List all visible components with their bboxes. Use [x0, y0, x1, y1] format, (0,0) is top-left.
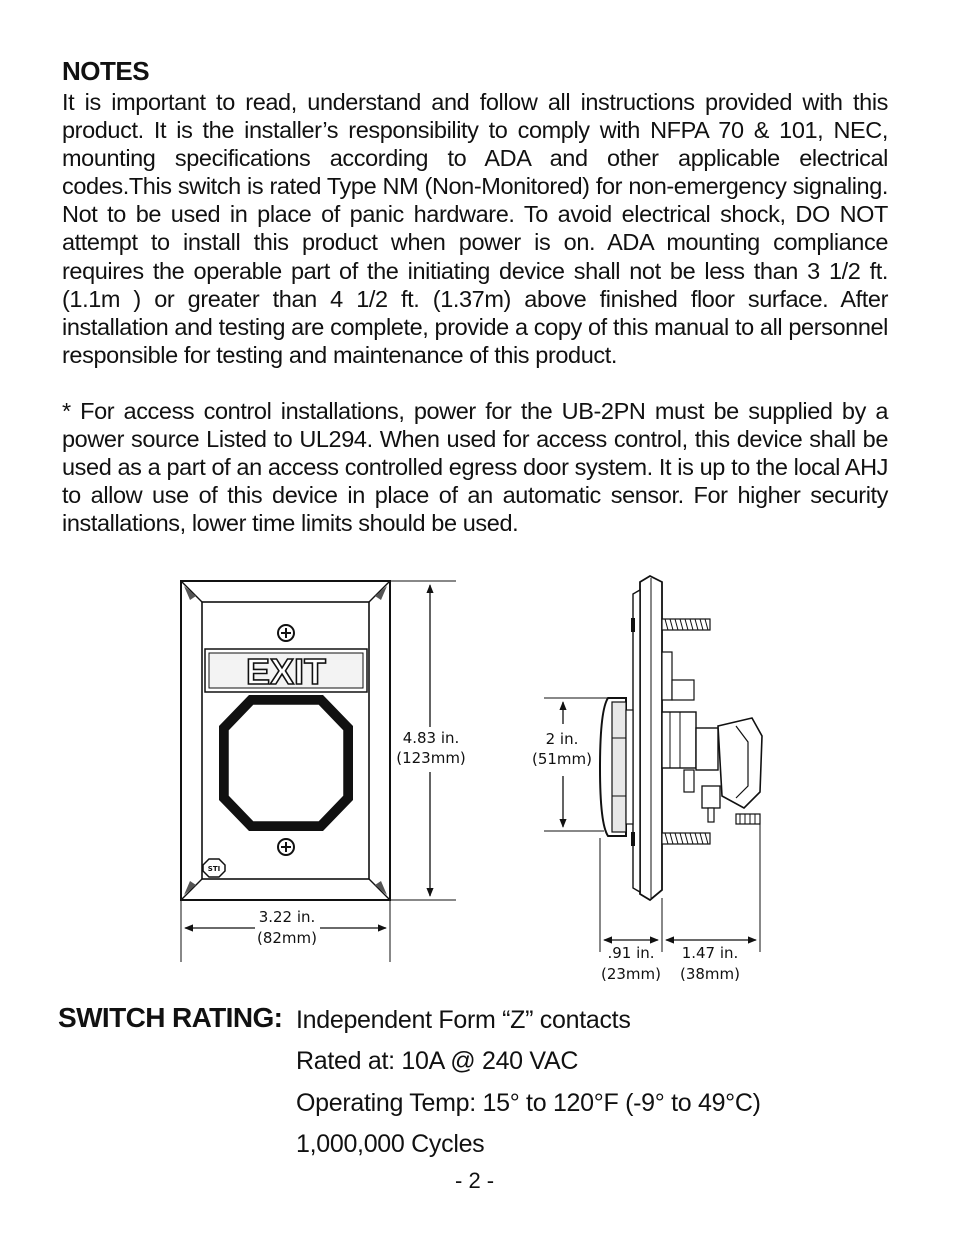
depth-back-inches: 1.47 in. [681, 944, 739, 962]
rating-operating-temp: Operating Temp: 15° to 120°F (-9° to 49°C) [296, 1089, 761, 1117]
height-inches: 4.83 in. [402, 729, 460, 747]
depth-front-inches: .91 in. [607, 944, 655, 962]
notes-heading: NOTES [62, 56, 150, 86]
page-number: - 2 - [455, 1168, 495, 1193]
rating-cycles: 1,000,000 Cycles [296, 1130, 485, 1158]
top-screw-icon [278, 625, 294, 641]
notes-paragraph-2: * For access control installations, power for the UB-2PN must be supplied by a power source Listed to UL294. When used for access control, this device shall be used as a part of an access controlled egress door system. It is up to the local AHJ to allow use of this device in place of an automatic sensor. For higher security installations, lower time limits should be used. [62, 398, 888, 537]
width-inches: 3.22 in. [258, 908, 316, 926]
svg-text:STI: STI [207, 865, 221, 873]
side-view [532, 576, 762, 983]
bottom-screw-icon [278, 839, 294, 855]
sti-logo-icon [203, 859, 225, 877]
exit-label: EXIT [245, 651, 327, 692]
button-height-inches: 2 in. [545, 730, 579, 748]
height-mm: (123mm) [396, 749, 466, 767]
depth-back-mm: (38mm) [679, 965, 741, 983]
depth-front-mm: (23mm) [600, 965, 662, 983]
button-height-mm: (51mm) [531, 750, 593, 768]
rating-contacts: Independent Form “Z” contacts [296, 1006, 631, 1034]
width-mm: (82mm) [256, 929, 318, 947]
switch-dimension-diagram [0, 560, 954, 990]
front-view [181, 581, 466, 962]
switch-rating-heading: SWITCH RATING: [58, 1002, 283, 1033]
notes-paragraph-1: It is important to read, understand and follow all instructions provided with this product. It is the installer’s responsibility to comply with NFPA 70 & 101, NEC, mounting specifications according to ADA and other applicable electrical codes.This switch is rated Type NM (Non-Monitored) for non-emergency signaling. Not to be used in place of panic hardware. To avoid electrical shock, DO NOT attempt to install this product when power is on. ADA mounting compliance requires the operable part of the initiating device shall not be less than 3 1/2 ft. (1.1m ) or greater than 4 1/2 ft. (1.37m) above finished floor surface. After installation and testing are complete, provide a copy of this manual to all personnel responsible for testing and maintenance of this product. [62, 89, 888, 368]
rating-electrical: Rated at: 10A @ 240 VAC [296, 1047, 579, 1075]
